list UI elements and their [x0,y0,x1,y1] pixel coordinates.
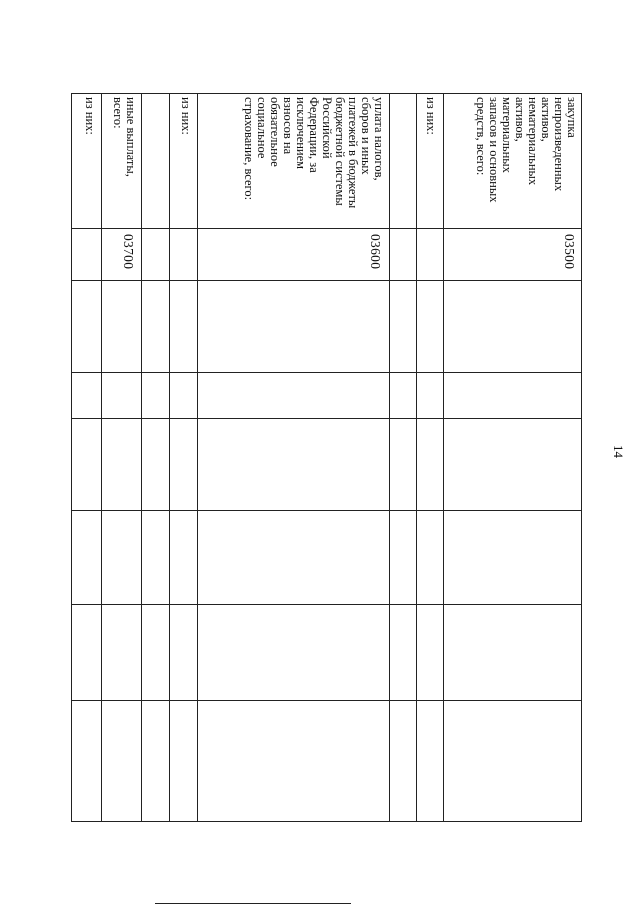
row-border [141,93,142,822]
column-border [71,280,582,281]
row-label-of-which: из них: [179,97,193,135]
column-border [71,821,582,822]
row-border [197,93,198,822]
row-label-of-which: из них: [424,97,438,135]
row-border [389,93,390,822]
row-code: 03600 [368,234,383,270]
page-number: 14 [611,445,626,458]
row-border [416,93,417,822]
row-border [71,93,72,822]
row-label-other-payments: иные выплаты, всего: [111,97,138,177]
row-code: 03500 [562,234,577,270]
row-label-taxes: уплата налогов, сборов и иных платежей в бюджеты бюджетной системы Российской Федерации, за исключением взносов на обязательное социальное страхование, всего: [242,97,386,209]
row-code: 03700 [121,234,136,270]
column-border [71,418,582,419]
column-border [71,700,582,701]
footer-rule [155,903,351,904]
column-border [71,510,582,511]
row-border [101,93,102,822]
row-label-procurement: закупка непроизведенных активов, нематериальных активов, материальных запасов и основных средств, всего: [474,97,579,203]
column-border [71,228,582,229]
row-label-of-which: из них: [83,97,97,135]
row-border [169,93,170,822]
row-border [581,93,582,822]
column-border [71,604,582,605]
row-border [443,93,444,822]
column-border [71,93,582,94]
column-border [71,372,582,373]
